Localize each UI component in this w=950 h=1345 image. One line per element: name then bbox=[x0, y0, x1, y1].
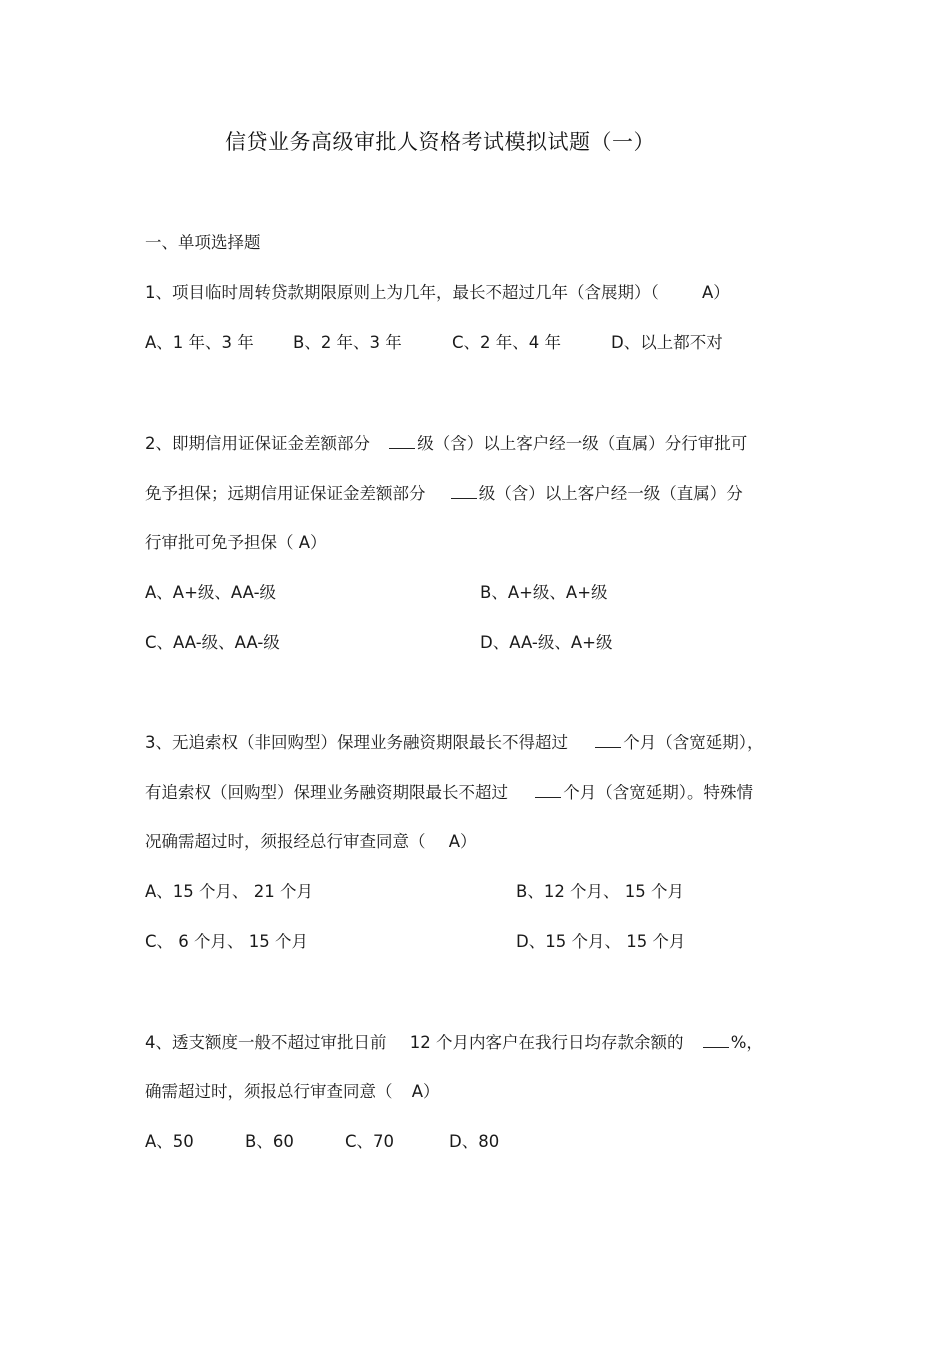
question-2-option-d: D、AA-级、A+级 bbox=[480, 633, 613, 652]
question-4-line-1 bbox=[145, 1031, 763, 1054]
question-3-text-part: 况确需超过时，须报经总行审查同意（ bbox=[145, 832, 426, 851]
question-2-line-2 bbox=[145, 482, 743, 505]
fill-blank bbox=[389, 432, 415, 449]
question-2-line-3: 行审批可免予担保（ A） bbox=[145, 533, 327, 552]
question-2-option-a: A、A+级、AA-级 bbox=[145, 583, 277, 602]
question-3-text-part: 个月（含宽延期）。特殊情 bbox=[563, 783, 753, 802]
question-1-option-d: D、以上都不对 bbox=[611, 333, 723, 352]
question-1-answer: A） bbox=[702, 283, 730, 302]
fill-blank bbox=[451, 482, 477, 499]
question-3-text-part: 有追索权（回购型）保理业务融资期限最长不超过 bbox=[145, 783, 508, 802]
question-3-line-1 bbox=[145, 731, 764, 754]
document-title: 信贷业务高级审批人资格考试模拟试题（一） bbox=[225, 130, 655, 154]
question-3-option-b: B、12 个月、 15 个月 bbox=[516, 882, 685, 901]
question-3-text-part: 3、无追索权（非回购型）保理业务融资期限最长不得超过 bbox=[145, 733, 568, 752]
fill-blank bbox=[595, 731, 621, 748]
question-1-option-a: A、1 年、3 年 bbox=[145, 333, 254, 352]
question-4-text-part: 4、透支额度一般不超过审批日前 bbox=[145, 1033, 387, 1052]
question-3-line-2 bbox=[145, 781, 753, 804]
question-4-answer: A） bbox=[411, 1082, 440, 1101]
question-3-text-part: 个月（含宽延期）， bbox=[623, 733, 764, 752]
question-1-text: 1、项目临时周转贷款期限原则上为几年，最长不超过几年（含展期）（ bbox=[145, 283, 659, 302]
question-4-option-a: A、50 bbox=[145, 1132, 194, 1151]
fill-blank bbox=[535, 781, 561, 798]
question-2-text-part: 免予担保；远期信用证保证金差额部分 bbox=[145, 484, 426, 503]
fill-blank bbox=[703, 1031, 729, 1048]
question-2-line-1 bbox=[145, 432, 747, 455]
question-4-text-part: 12 个月内客户在我行日均存款余额的 bbox=[409, 1033, 684, 1052]
question-4-option-d: D、80 bbox=[449, 1132, 500, 1151]
question-4-option-c: C、70 bbox=[345, 1132, 395, 1151]
question-1-option-c: C、2 年、4 年 bbox=[452, 333, 562, 352]
question-3-option-c: C、 6 个月、 15 个月 bbox=[145, 932, 308, 951]
question-3-answer: A） bbox=[448, 832, 477, 851]
question-3-line-3 bbox=[145, 831, 477, 853]
question-4-option-b: B、60 bbox=[245, 1132, 294, 1151]
question-2-text-part: 级（含）以上客户经一级（直属）分行审批可 bbox=[417, 434, 748, 453]
question-2-text-part: 2、即期信用证保证金差额部分 bbox=[145, 434, 370, 453]
question-4-text-part: 确需超过时，须报总行审查同意（ bbox=[145, 1082, 393, 1101]
question-3-option-a: A、15 个月、 21 个月 bbox=[145, 882, 314, 901]
section-heading: 一、单项选择题 bbox=[145, 233, 261, 252]
question-2-option-c: C、AA-级、AA-级 bbox=[145, 633, 280, 652]
question-1-stem bbox=[145, 282, 730, 304]
question-4-line-2 bbox=[145, 1081, 440, 1103]
question-3-option-d: D、15 个月、 15 个月 bbox=[516, 932, 686, 951]
question-2-option-b: B、A+级、A+级 bbox=[480, 583, 608, 602]
question-2-text-part: 级（含）以上客户经一级（直属）分 bbox=[478, 484, 743, 503]
question-1-option-b: B、2 年、3 年 bbox=[293, 333, 402, 352]
question-4-text-part: %， bbox=[730, 1033, 763, 1052]
